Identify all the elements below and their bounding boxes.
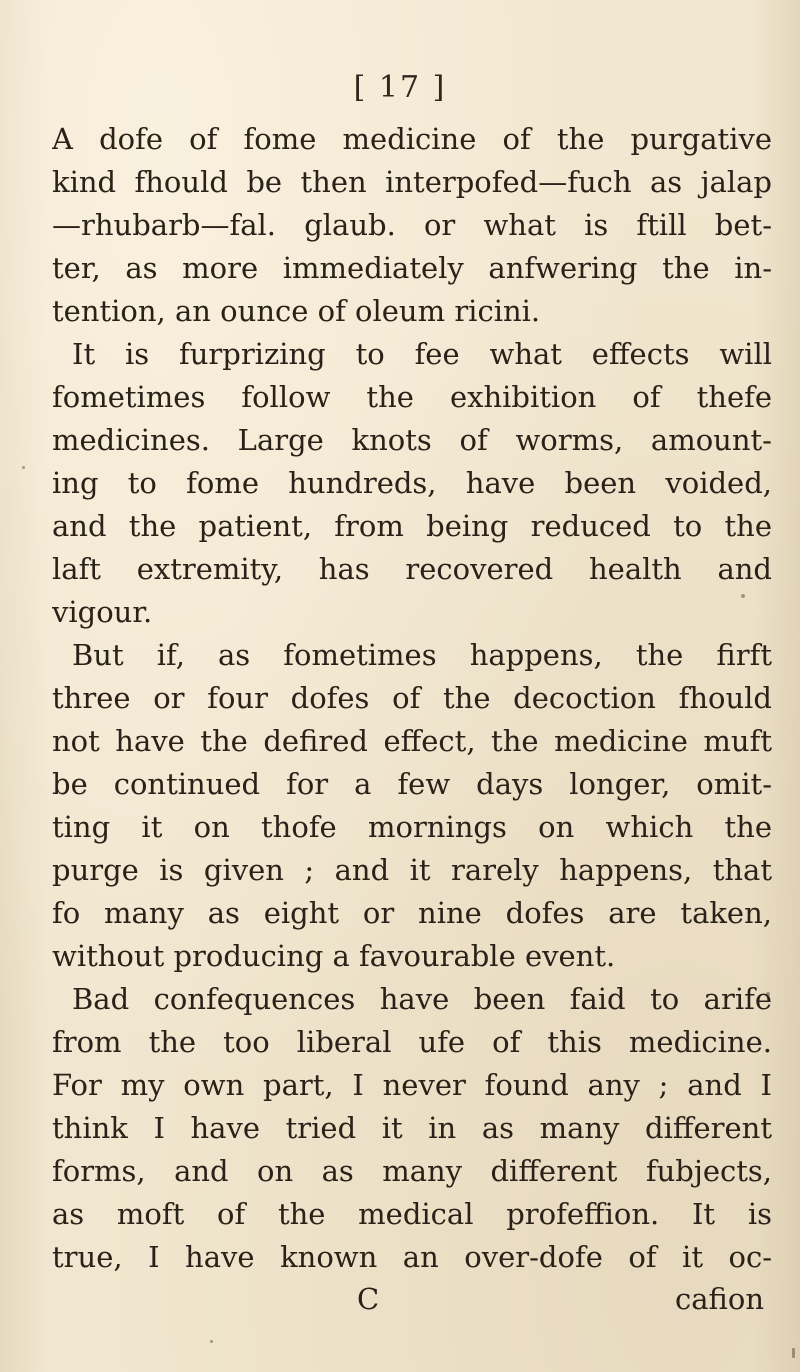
text-line: ing to fome hundreds, have been voided, [52,466,772,500]
ink-speck [22,466,25,469]
text-line: —rhubarb—fal. glaub. or what is ftill bet- [52,208,772,242]
text-line: ting it on thofe mornings on which the [52,810,772,844]
text-line: as moft of the medical profeffion. It is [52,1197,772,1231]
text-line: tention, an ounce of oleum ricini. [52,294,541,328]
text-line: be continued for a few days longer, omit- [52,767,772,801]
text-line: kind fhould be then interpofed—fuch as jalap [52,165,772,199]
text-line: think I have tried it in as many different [52,1111,772,1145]
ink-speck [792,1348,795,1358]
text-line: For my own part, I never found any ; and I [52,1068,772,1102]
text-line: medicines. Large knots of worms, amount- [52,423,772,457]
text-line: A dofe of fome medicine of the purgative [52,122,772,156]
text-line: forms, and on as many different fubjects, [52,1154,772,1188]
text-line: true, I have known an over-dofe of it oc- [52,1240,772,1274]
text-line: laft extremity, has recovered health and [52,552,772,586]
body-text [52,118,772,1279]
ink-speck [210,1340,213,1343]
paragraph-start-line: Bad confequences have been faid to arife [72,982,772,1016]
paragraph-start-line: It is furprizing to fee what effects will [72,337,772,371]
text-line: fo many as eight or nine dofes are taken, [52,896,772,930]
ink-speck [766,992,770,996]
catchword: cafion [674,1282,764,1316]
text-line: from the too liberal ufe of this medicine. [52,1025,772,1059]
page-number: [ 17 ] [353,70,447,105]
text-line: without producing a favourable event. [52,939,616,973]
text-line: purge is given ; and it rarely happens, that [52,853,772,887]
signature-mark: C [357,1282,380,1316]
paragraph-start-line: But if, as fometimes happens, the firft [72,638,772,672]
text-line: fometimes follow the exhibition of thefe [52,380,772,414]
ink-speck [741,594,745,598]
text-line: and the patient, from being reduced to the [52,509,772,543]
page-footer [52,1278,772,1321]
text-line: ter, as more immediately anfwering the in- [52,251,772,285]
text-line: vigour. [52,595,153,629]
text-line: not have the defired effect, the medicine muft [52,724,772,758]
text-line: three or four dofes of the decoction fhould [52,681,772,715]
